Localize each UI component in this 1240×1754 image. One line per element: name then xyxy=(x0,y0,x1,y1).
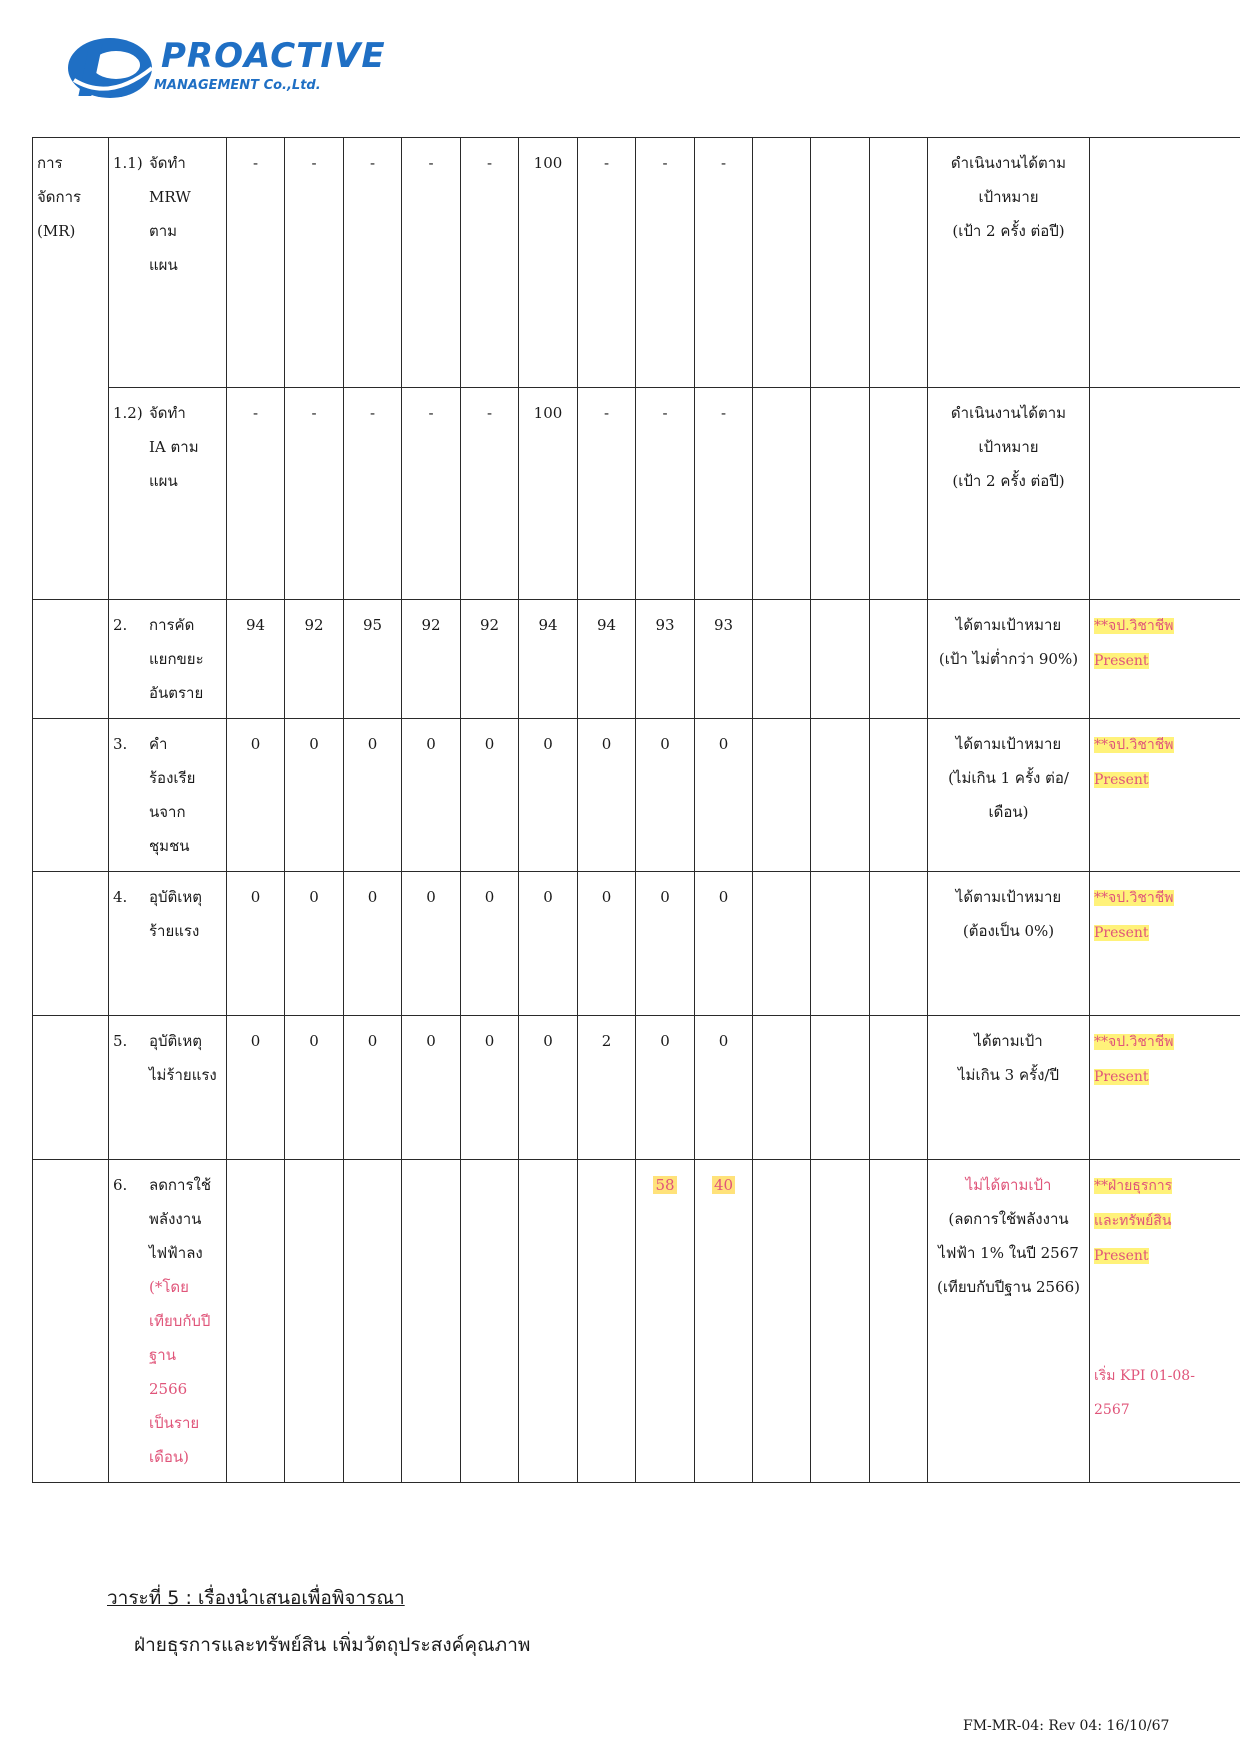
value-text: 0 xyxy=(718,1032,729,1050)
result-cell xyxy=(928,1160,1090,1483)
topic-line: อุบัติเหตุ xyxy=(149,1032,203,1050)
value-text: 100 xyxy=(533,404,563,422)
remark-line xyxy=(1094,915,1236,950)
value-cell xyxy=(695,138,753,388)
value-cell xyxy=(870,719,928,872)
value-text: 93 xyxy=(713,616,734,634)
value-cell xyxy=(753,388,811,600)
topic-cell xyxy=(109,1160,227,1483)
result-cell xyxy=(928,872,1090,1016)
topic-text xyxy=(149,880,217,948)
value-cell xyxy=(227,138,285,388)
value-cell xyxy=(636,600,695,719)
value-cell xyxy=(578,1160,636,1483)
topic-note-line: เทียบกับปี xyxy=(149,1312,211,1330)
table-row xyxy=(33,719,1240,872)
value-cell xyxy=(695,600,753,719)
company-logo xyxy=(66,30,386,110)
topic-text xyxy=(149,146,217,282)
value-text: - xyxy=(311,154,317,172)
result-line: (เป้า ไม่ต่ำกว่า 90%) xyxy=(938,650,1079,668)
item-number: 2. xyxy=(113,616,128,634)
value-text: - xyxy=(662,154,668,172)
topic-note-line: (*โดย xyxy=(149,1278,189,1296)
value-cell xyxy=(578,138,636,388)
result-fail-text: ไม่ได้ตามเป้า xyxy=(965,1176,1052,1194)
value-cell xyxy=(811,1016,870,1160)
value-cell xyxy=(870,600,928,719)
value-text: 58 xyxy=(655,1176,675,1194)
value-text: - xyxy=(486,154,493,172)
value-cell xyxy=(344,872,402,1016)
topic-cell xyxy=(109,872,227,1016)
item-number: 3. xyxy=(113,735,128,753)
value-text: - xyxy=(428,154,434,172)
result-line: ได้ตามเป้าหมาย xyxy=(955,735,1062,753)
topic-cell xyxy=(109,388,227,600)
value-cell xyxy=(695,1160,753,1483)
topic-line: คำ xyxy=(149,735,168,753)
value-text: 94 xyxy=(538,616,558,634)
topic-line: ลดการใช้ xyxy=(149,1176,211,1194)
value-cell xyxy=(636,1016,695,1160)
value-cell xyxy=(402,1160,461,1483)
value-cell xyxy=(519,719,578,872)
value-text: 0 xyxy=(426,735,436,753)
value-cell xyxy=(461,388,519,600)
value-text: 0 xyxy=(309,1032,319,1050)
value-cell xyxy=(695,388,753,600)
value-cell xyxy=(402,388,461,600)
result-line: ได้ตามเป้าหมาย xyxy=(955,888,1062,906)
value-cell xyxy=(695,1016,753,1160)
topic-line: นจาก xyxy=(149,803,186,821)
value-cell xyxy=(636,388,695,600)
topic-note-line: เป็นราย xyxy=(149,1414,200,1432)
value-cell xyxy=(344,138,402,388)
value-cell xyxy=(753,138,811,388)
value-cell xyxy=(753,1016,811,1160)
remark-text: Present xyxy=(1094,1248,1149,1264)
value-text: 0 xyxy=(250,735,261,753)
value-text: 0 xyxy=(250,1032,261,1050)
value-text: 0 xyxy=(660,735,670,753)
value-cell xyxy=(695,719,753,872)
value-cell xyxy=(870,138,928,388)
topic-line: IA ตาม xyxy=(149,438,199,456)
result-cell xyxy=(928,388,1090,600)
topic-line: จัดทำ xyxy=(149,154,186,172)
value-cell xyxy=(402,138,461,388)
topic-line: การคัด xyxy=(149,616,195,634)
value-text: - xyxy=(720,154,727,172)
topic-note-line: เดือน) xyxy=(149,1448,189,1466)
value-cell xyxy=(519,1016,578,1160)
value-cell xyxy=(285,719,344,872)
value-cell xyxy=(753,872,811,1016)
result-line: เป้าหมาย xyxy=(978,188,1039,206)
topic-cell xyxy=(109,719,227,872)
value-text: - xyxy=(369,404,376,422)
category-text: จัดการ xyxy=(37,188,82,206)
remark-extra-line: 2567 xyxy=(1094,1402,1130,1418)
value-cell xyxy=(461,1016,519,1160)
topic-text xyxy=(149,727,217,863)
remark-cell xyxy=(1090,719,1240,872)
result-cell xyxy=(928,1016,1090,1160)
form-code: FM-MR-04: Rev 04: 16/10/67 xyxy=(963,1718,1170,1734)
value-cell xyxy=(227,1160,285,1483)
value-text: 0 xyxy=(426,1032,436,1050)
value-cell xyxy=(870,872,928,1016)
kpi-table xyxy=(32,137,1240,1483)
value-cell xyxy=(344,1160,402,1483)
topic-cell xyxy=(109,1016,227,1160)
value-cell xyxy=(811,138,870,388)
table-row xyxy=(33,1160,1240,1483)
value-text: - xyxy=(311,404,317,422)
result-cell xyxy=(928,600,1090,719)
value-text: 0 xyxy=(543,888,553,906)
result-line: (เป้า 2 ครั้ง ต่อปี) xyxy=(952,472,1065,490)
value-text: 0 xyxy=(250,888,261,906)
value-text: 0 xyxy=(660,888,670,906)
remark-line xyxy=(1094,1024,1236,1059)
topic-line: อันตราย xyxy=(149,684,204,702)
value-text: 0 xyxy=(543,735,553,753)
value-cell xyxy=(402,872,461,1016)
value-cell xyxy=(811,388,870,600)
value-cell xyxy=(578,872,636,1016)
value-text: - xyxy=(428,404,434,422)
remark-line xyxy=(1094,1203,1236,1238)
item-number: 5. xyxy=(113,1032,128,1050)
topic-cell xyxy=(109,600,227,719)
value-text: 0 xyxy=(367,735,378,753)
value-text: 0 xyxy=(718,888,729,906)
category-cell xyxy=(33,388,109,600)
value-text: 0 xyxy=(484,888,495,906)
value-cell xyxy=(402,719,461,872)
agenda-subtitle: ฝ่ายธุรการและทรัพย์สิน เพิ่มวัตถุประสงค์คุณภาพ xyxy=(134,1634,531,1656)
remark-cell xyxy=(1090,600,1240,719)
value-text: 0 xyxy=(367,1032,378,1050)
value-cell xyxy=(285,388,344,600)
remark-text: และทรัพย์สิน xyxy=(1094,1213,1172,1229)
value-cell xyxy=(344,388,402,600)
result-line: เดือน) xyxy=(988,803,1029,821)
table-row xyxy=(33,138,1240,388)
remark-cell xyxy=(1090,138,1240,388)
category-cell xyxy=(33,872,109,1016)
value-cell xyxy=(578,1016,636,1160)
result-line: (ลดการใช้พลังงาน xyxy=(948,1210,1069,1228)
value-text: 0 xyxy=(601,888,612,906)
topic-line: อุบัติเหตุ xyxy=(149,888,203,906)
value-text: 94 xyxy=(245,616,266,634)
topic-line: ไฟฟ้าลง xyxy=(149,1244,203,1262)
value-cell xyxy=(402,600,461,719)
result-line: ได้ตามเป้า xyxy=(974,1032,1043,1050)
value-text: - xyxy=(603,154,610,172)
item-number: 1.1) xyxy=(113,154,143,172)
value-cell xyxy=(461,719,519,872)
value-cell xyxy=(811,719,870,872)
remark-text: **จป.วิชาชีพ xyxy=(1094,737,1174,753)
remark-cell xyxy=(1090,1016,1240,1160)
remark-text: Present xyxy=(1094,1069,1149,1085)
topic-note-line: ฐาน 2566 xyxy=(149,1346,188,1398)
topic-text xyxy=(149,1024,217,1092)
value-cell xyxy=(870,1016,928,1160)
value-text: 100 xyxy=(533,154,563,172)
result-line: ไม่เกิน 3 ครั้ง/ปี xyxy=(958,1066,1059,1084)
table-row xyxy=(33,872,1240,1016)
value-cell xyxy=(461,600,519,719)
category-cell xyxy=(33,1016,109,1160)
topic-line: MRW xyxy=(149,188,191,206)
value-text: - xyxy=(720,404,727,422)
remark-text: **จป.วิชาชีพ xyxy=(1094,1034,1174,1050)
value-cell xyxy=(344,600,402,719)
value-cell xyxy=(753,1160,811,1483)
value-cell xyxy=(285,1016,344,1160)
remark-text: Present xyxy=(1094,772,1149,788)
value-cell xyxy=(811,600,870,719)
topic-line: พลังงาน xyxy=(149,1210,202,1228)
value-cell xyxy=(227,1016,285,1160)
value-text: 92 xyxy=(479,616,500,634)
remark-extra-line: เริ่ม KPI 01-08- xyxy=(1094,1368,1195,1384)
value-cell xyxy=(519,872,578,1016)
topic-line: ร้ายแรง xyxy=(149,922,200,940)
remark-line xyxy=(1094,762,1236,797)
value-cell xyxy=(285,600,344,719)
value-text: 0 xyxy=(367,888,378,906)
value-cell xyxy=(227,719,285,872)
value-text: 92 xyxy=(304,616,324,634)
category-cell xyxy=(33,600,109,719)
value-text: 94 xyxy=(596,616,617,634)
table-row xyxy=(33,388,1240,600)
value-cell xyxy=(753,719,811,872)
topic-line: แผน xyxy=(149,256,178,274)
category-text: (MR) xyxy=(37,222,76,240)
value-cell xyxy=(227,872,285,1016)
topic-line: ตาม xyxy=(149,222,178,240)
value-cell xyxy=(753,600,811,719)
item-number: 1.2) xyxy=(113,404,143,422)
remark-line xyxy=(1094,1059,1236,1094)
item-number: 6. xyxy=(113,1176,128,1194)
value-cell xyxy=(636,1160,695,1483)
value-text: 0 xyxy=(484,1032,495,1050)
value-cell xyxy=(519,1160,578,1483)
value-text: 40 xyxy=(713,1176,734,1194)
value-cell xyxy=(519,600,578,719)
topic-cell xyxy=(109,138,227,388)
remark-line xyxy=(1094,1238,1236,1273)
value-cell xyxy=(402,1016,461,1160)
category-cell xyxy=(33,719,109,872)
value-text: 95 xyxy=(362,616,383,634)
remark-line xyxy=(1094,643,1236,678)
remark-cell xyxy=(1090,1160,1240,1483)
result-line: ดำเนินงานได้ตาม xyxy=(950,404,1067,422)
remark-text: **จป.วิชาชีพ xyxy=(1094,618,1174,634)
value-text: 92 xyxy=(421,616,441,634)
remark-text: **จป.วิชาชีพ xyxy=(1094,890,1174,906)
value-text: 0 xyxy=(426,888,436,906)
category-text: การ xyxy=(37,154,63,172)
value-cell xyxy=(636,872,695,1016)
value-cell xyxy=(578,388,636,600)
result-line: (ไม่เกิน 1 ครั้ง ต่อ/ xyxy=(948,769,1069,787)
result-line: ดำเนินงานได้ตาม xyxy=(950,154,1067,172)
topic-line: แยกขยะ xyxy=(149,650,204,668)
remark-text: Present xyxy=(1094,653,1149,669)
value-cell xyxy=(811,872,870,1016)
value-cell xyxy=(344,1016,402,1160)
value-text: 0 xyxy=(484,735,495,753)
value-text: - xyxy=(603,404,610,422)
value-text: - xyxy=(252,404,259,422)
logo-subtitle: MANAGEMENT Co.,Ltd. xyxy=(154,78,321,93)
value-text: 0 xyxy=(718,735,729,753)
topic-line: แผน xyxy=(149,472,178,490)
topic-text xyxy=(149,608,217,710)
result-line: ได้ตามเป้าหมาย xyxy=(955,616,1062,634)
value-cell xyxy=(285,872,344,1016)
value-cell xyxy=(636,719,695,872)
value-cell xyxy=(285,1160,344,1483)
value-cell xyxy=(461,1160,519,1483)
agenda-title: วาระที่ 5 : เรื่องนำเสนอเพื่อพิจารณา xyxy=(107,1587,405,1609)
value-text: 0 xyxy=(309,888,319,906)
remark-spacer xyxy=(1094,1273,1236,1359)
table-row xyxy=(33,1016,1240,1160)
value-text: 0 xyxy=(660,1032,670,1050)
remark-line xyxy=(1094,1168,1236,1203)
proactive-logo-icon xyxy=(66,32,156,104)
result-line: (เทียบกับปีฐาน 2566) xyxy=(936,1278,1081,1296)
remark-line xyxy=(1094,880,1236,915)
value-text: - xyxy=(486,404,493,422)
value-cell xyxy=(285,138,344,388)
topic-line: ชุมชน xyxy=(149,837,190,855)
value-cell xyxy=(344,719,402,872)
value-text: - xyxy=(662,404,668,422)
value-cell xyxy=(519,138,578,388)
table-row xyxy=(33,600,1240,719)
value-text: 0 xyxy=(543,1032,553,1050)
topic-line: ไม่ร้ายแรง xyxy=(149,1066,217,1084)
result-cell xyxy=(928,138,1090,388)
value-cell xyxy=(227,600,285,719)
category-cell xyxy=(33,1160,109,1483)
remark-text: Present xyxy=(1094,925,1149,941)
value-cell xyxy=(461,138,519,388)
value-cell xyxy=(578,600,636,719)
remark-text: **ฝ่ายธุรการ xyxy=(1094,1178,1173,1194)
topic-line: ร้องเรีย xyxy=(149,769,196,787)
value-text: - xyxy=(369,154,376,172)
value-cell xyxy=(227,388,285,600)
topic-text xyxy=(149,1168,217,1474)
topic-line: จัดทำ xyxy=(149,404,186,422)
remark-line xyxy=(1094,608,1236,643)
value-cell xyxy=(695,872,753,1016)
result-line: ไฟฟ้า 1% ในปี 2567 xyxy=(938,1244,1079,1262)
result-cell xyxy=(928,719,1090,872)
value-cell xyxy=(636,138,695,388)
value-cell xyxy=(870,1160,928,1483)
value-cell xyxy=(578,719,636,872)
value-cell xyxy=(461,872,519,1016)
remark-cell xyxy=(1090,388,1240,600)
item-number: 4. xyxy=(113,888,128,906)
value-cell xyxy=(519,388,578,600)
result-line: (ต้องเป็น 0%) xyxy=(962,922,1055,940)
value-text: 0 xyxy=(309,735,319,753)
logo-name: PROACTIVE xyxy=(161,36,386,76)
value-cell xyxy=(811,1160,870,1483)
result-line: เป้าหมาย xyxy=(978,438,1039,456)
value-text: - xyxy=(252,154,259,172)
category-cell xyxy=(33,138,109,388)
value-cell xyxy=(870,388,928,600)
remark-line xyxy=(1094,727,1236,762)
value-text: 0 xyxy=(601,735,612,753)
value-text: 93 xyxy=(655,616,675,634)
remark-cell xyxy=(1090,872,1240,1016)
value-text: 2 xyxy=(601,1032,612,1050)
topic-text xyxy=(149,396,217,498)
result-line: (เป้า 2 ครั้ง ต่อปี) xyxy=(952,222,1065,240)
